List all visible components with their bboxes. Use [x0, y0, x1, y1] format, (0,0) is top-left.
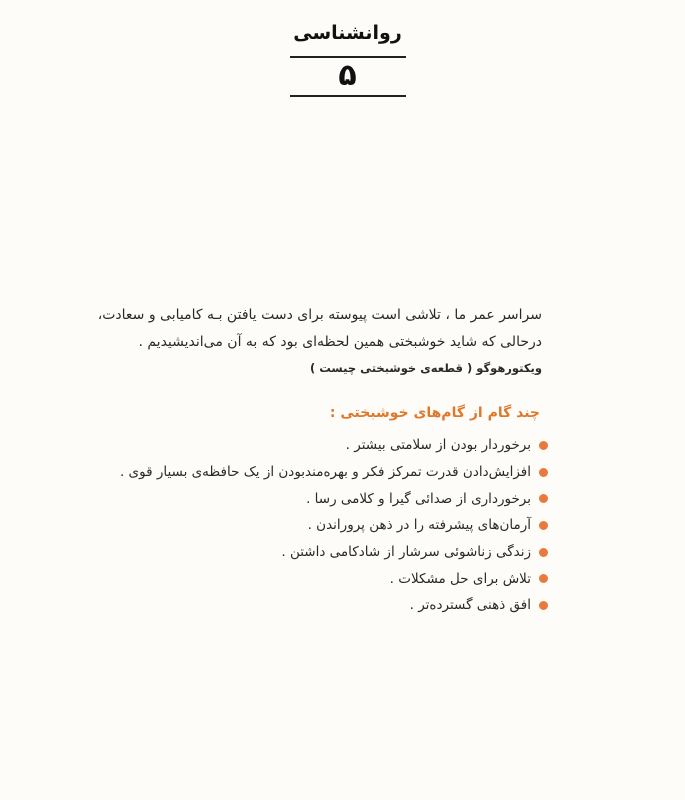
- list-item: [120, 485, 548, 512]
- list-item: [120, 512, 548, 539]
- list-item-text: افق ذهنی گسترده‌تر .: [409, 597, 531, 614]
- bullet-icon: [539, 494, 548, 503]
- steps-list: [120, 432, 548, 619]
- list-item-text: زندگی زناشوئی سرشار از شادکامی داشتن .: [281, 544, 531, 561]
- list-item-text: آرمان‌های پیشرفته را در ذهن پروراندن .: [307, 517, 531, 534]
- list-item-text: برخورداری از صدائی گیرا و کلامی رسا .: [306, 490, 531, 507]
- bullet-icon: [539, 548, 548, 557]
- list-item-text: افزایش‌دادن قدرت تمرکز فکر و بهره‌مندبودن از یک حافظه‌ی بسیار قوی .: [119, 464, 531, 481]
- list-item-text: تلاش برای حل مشکلات .: [389, 570, 531, 587]
- list-item: [120, 459, 548, 486]
- page-title: روانشناسی: [293, 22, 402, 44]
- bullet-icon: [539, 574, 548, 583]
- quote-line: درحالی که شاید خوشبختی همین لحظه‌ای بود که به آن می‌اندیشیدیم .: [138, 334, 542, 350]
- list-item-text: برخوردار بودن از سلامتی بیشتر .: [345, 437, 531, 454]
- bullet-icon: [539, 468, 548, 477]
- bullet-icon: [539, 601, 548, 610]
- list-item: [120, 565, 548, 592]
- list-item: [120, 539, 548, 566]
- bullet-icon: [539, 441, 548, 450]
- list-item: [120, 592, 548, 619]
- quote-line: سراسر عمر ما ، تلاشی است پیوسته برای دست یافتن بـه کامیابی و سعادت،: [97, 307, 542, 323]
- quote-attribution: ویکتورهوگو ( قطعه‌ی خوشبختی چیست ): [309, 361, 542, 375]
- divider: [290, 95, 406, 97]
- steps-heading: چند گام از گام‌های خوشبختی :: [329, 405, 540, 421]
- list-item: [120, 432, 548, 459]
- chapter-number: ۵: [338, 58, 357, 93]
- bullet-icon: [539, 521, 548, 530]
